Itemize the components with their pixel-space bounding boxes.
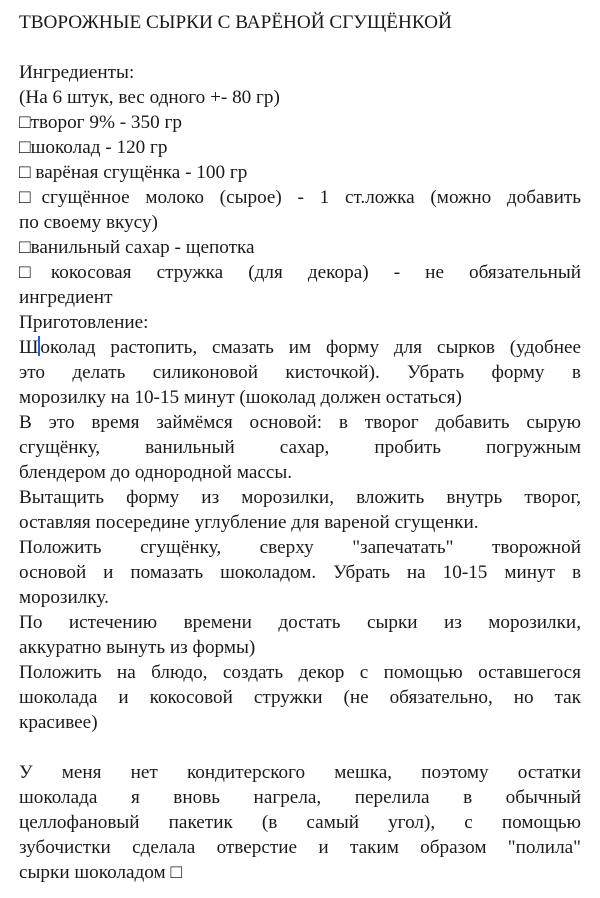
blank-line xyxy=(19,735,581,760)
step-line: аккуратно вынуть из формы) xyxy=(19,637,256,658)
note-line: зубочистки сделала отверстие и таким образом "полила" xyxy=(19,837,581,858)
ingredient-item: □ванильный сахар - щепотка xyxy=(19,237,255,258)
note-line: шоколада я вновь нагрела, перелила в обычный xyxy=(19,787,581,808)
step-line: По истечению времени достать сырки из морозилки, xyxy=(19,612,581,633)
step-line: Вытащить форму из морозилки, вложить внутрь творог, xyxy=(19,487,581,508)
step-line: Положить на блюдо, создать декор с помощью оставшегося xyxy=(19,662,581,683)
step-line: Положить сгущёнку, сверху "запечатать" творожной xyxy=(19,537,581,558)
step-line: морозилку на 10-15 минут (шоколад должен остаться) xyxy=(19,387,462,408)
ingredient-list xyxy=(19,110,581,310)
ingredient-item-continued: по своему вкусу) xyxy=(19,212,158,233)
step-paragraph xyxy=(19,535,581,610)
step-paragraph xyxy=(19,485,581,535)
step-paragraph xyxy=(19,410,581,485)
ingredient-item: □творог 9% - 350 гр xyxy=(19,112,182,133)
step-paragraph xyxy=(19,610,581,660)
ingredient-item: □шоколад - 120 гр xyxy=(19,137,168,158)
step-line: основой и помазать шоколадом. Убрать на 10-15 минут в xyxy=(19,562,581,583)
step-line: красивее) xyxy=(19,712,98,733)
document-body[interactable] xyxy=(19,10,581,885)
note-line: сырки шоколадом □ xyxy=(19,862,183,883)
step-first-char: Ш xyxy=(19,337,39,358)
yield-text: (На 6 штук, вес одного +- 80 гр) xyxy=(19,87,280,108)
blank-line xyxy=(19,35,581,60)
step-line: В это время займёмся основой: в творог добавить сырую xyxy=(19,412,581,433)
step-line: шоколада и кокосовой стружки (не обязательно, но так xyxy=(19,687,581,708)
ingredient-item: □кокосовая стружка (для декора) - не обязательный xyxy=(19,262,581,283)
step-line: блендером до однородной массы. xyxy=(19,462,293,483)
ingredient-item-continued: ингредиент xyxy=(19,287,113,308)
preparation-heading: Приготовление: xyxy=(19,312,149,333)
step-line: это делать силиконовой кисточкой). Убрать форму в xyxy=(19,362,581,383)
step-line: сгущёнку, ванильный сахар, пробить погружным xyxy=(19,437,581,458)
ingredients-heading: Ингредиенты: xyxy=(19,62,135,83)
step-paragraph xyxy=(19,335,581,410)
step-line xyxy=(19,335,581,360)
recipe-title: ТВОРОЖНЫЕ СЫРКИ С ВАРЁНОЙ СГУЩЁНКОЙ xyxy=(19,12,452,33)
step-paragraph xyxy=(19,660,581,735)
note-paragraph xyxy=(19,760,581,885)
ingredient-item: □ варёная сгущёнка - 100 гр xyxy=(19,162,248,183)
ingredient-item: □сгущённое молоко (сырое) - 1 ст.ложка (можно добавить xyxy=(19,187,581,208)
note-line: целлофановый пакетик (в самый угол), с помощью xyxy=(19,812,581,833)
step-line-rest: околад растопить, смазать им форму для сырков (удобнее xyxy=(40,337,581,358)
note-line: У меня нет кондитерского мешка, поэтому остатки xyxy=(19,762,581,783)
step-line: оставляя посередине углубление для вареной сгущенки. xyxy=(19,512,479,533)
step-line: морозилку. xyxy=(19,587,109,608)
